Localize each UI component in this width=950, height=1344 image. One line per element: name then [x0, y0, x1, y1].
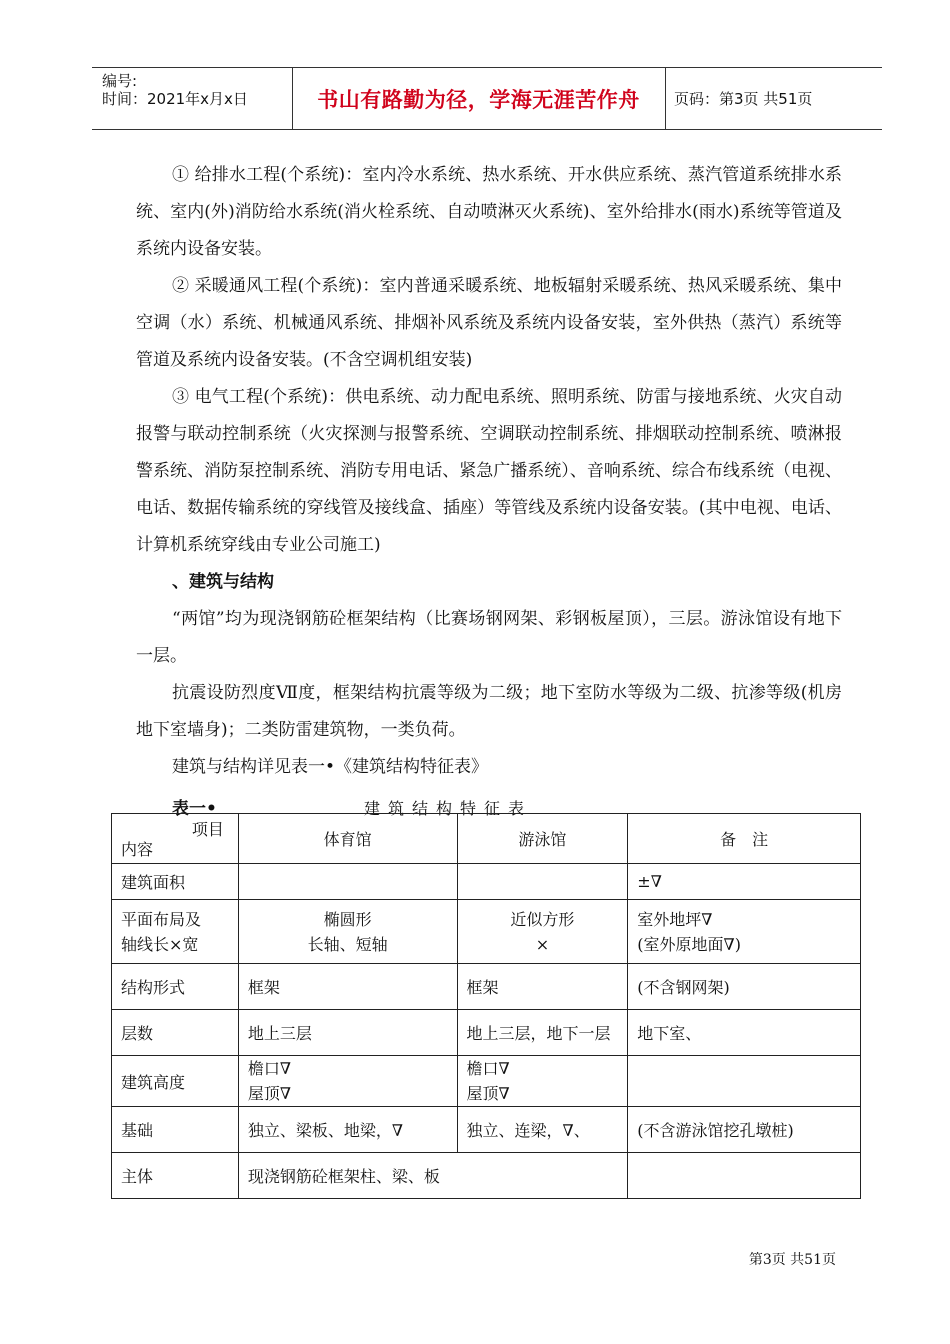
- document-body: [136, 157, 842, 826]
- paragraph-electrical: ③ 电气工程(个系统)：供电系统、动力配电系统、照明系统、防雷与接地系统、火灾自动报警与联动控制系统（火灾探测与报警系统、空调联动控制系统、排烟联动控制系统、喷淋报警系统、消防泵控制系统、消防专用电话、紧急广播系统）、音响系统、综合布线系统（电视、电话、数据传输系统的穿线管及接线盒、插座）等管线及系统内设备安装。(其中电视、电话、计算机系统穿线由专业公司施工): [136, 387, 842, 555]
- cell: [457, 864, 628, 900]
- section-heading: 、建筑与结构: [172, 572, 274, 592]
- header-pool: 游泳馆: [457, 814, 628, 864]
- cell: (不含钢网架): [628, 964, 861, 1010]
- row-label-line: 平面布局及: [121, 909, 202, 929]
- row-label: 结构形式: [112, 964, 239, 1010]
- paragraph-seismic: 抗震设防烈度Ⅶ度，框架结构抗震等级为二级；地下室防水等级为二级、抗渗等级(机房地下室墙身)；二类防雷建筑物，一类负荷。: [136, 683, 842, 740]
- cell: [457, 1056, 628, 1107]
- paragraph-hvac: ② 采暖通风工程(个系统)：室内普通采暖系统、地板辐射采暖系统、热风采暖系统、集中空调（水）系统、机械通风系统、排烟补风系统及系统内设备安装，室外供热（蒸汽）系统等管道及系统内设备安装。(不含空调机组安装): [136, 276, 842, 370]
- table-row: [112, 1010, 861, 1056]
- cell-line: 室外地坪∇: [637, 909, 713, 929]
- cell-line: 檐口∇: [247, 1059, 292, 1078]
- page-header: [92, 67, 882, 130]
- header-page-cell: [666, 68, 882, 129]
- table-row: [112, 1056, 861, 1107]
- header-motto: 书山有路勤为径，学海无涯苦作舟: [317, 87, 640, 112]
- cell-line: 屋顶∇: [247, 1084, 292, 1103]
- table-corner-cell: [112, 814, 239, 864]
- row-label: 层数: [112, 1010, 239, 1056]
- cell: 独立、连梁，∇、: [457, 1107, 628, 1153]
- building-feature-table: [111, 813, 861, 1199]
- header-left-cell: [92, 68, 293, 129]
- cell-line: 长轴、短轴: [307, 934, 388, 954]
- cell: 独立、梁板、地梁，∇: [238, 1107, 457, 1153]
- cell: [238, 864, 457, 900]
- cell: [238, 900, 457, 964]
- row-label: 基础: [112, 1107, 239, 1153]
- row-label: 建筑面积: [112, 864, 239, 900]
- row-label: 建筑高度: [112, 1056, 239, 1107]
- cell: [457, 900, 628, 964]
- table-caption-label: 表一•: [172, 799, 217, 819]
- paragraph-table-ref: 建筑与结构详见表一•《建筑结构特征表》: [172, 757, 489, 777]
- cell: [628, 1056, 861, 1107]
- row-label-line: 轴线长×宽: [121, 934, 199, 954]
- table-caption-title: 建筑结构特征表: [364, 799, 533, 818]
- table-row: [112, 1153, 861, 1199]
- corner-top-label: 项目: [191, 820, 224, 839]
- cell-line: ×: [535, 934, 550, 954]
- cell: (不含游泳馆挖孔墩桩): [628, 1107, 861, 1153]
- row-label: [112, 900, 239, 964]
- table-row: [112, 1107, 861, 1153]
- table-row: [112, 864, 861, 900]
- cell: [238, 1056, 457, 1107]
- page-footer: 第3页 共51页: [748, 1252, 836, 1268]
- paragraph-plumbing: ① 给排水工程(个系统)：室内冷水系统、热水系统、开水供应系统、蒸汽管道系统排水系统、室内(外)消防给水系统(消火栓系统、自动喷淋灭火系统)、室外给排水(雨水)系统等管道及系统内设备安装。: [136, 165, 842, 259]
- header-notes: 备 注: [628, 814, 861, 864]
- cell-line: 椭圆形: [323, 909, 372, 929]
- cell-line: 檐口∇: [466, 1059, 510, 1078]
- cell-line: 屋顶∇: [466, 1084, 510, 1103]
- corner-bottom-label: 内容: [121, 840, 154, 859]
- row-label: 主体: [112, 1153, 239, 1199]
- cell-line: (室外原地面∇): [637, 934, 741, 954]
- cell: 框架: [238, 964, 457, 1010]
- cell: 现浇钢筋砼框架柱、梁、板: [238, 1153, 627, 1199]
- header-motto-cell: [292, 68, 666, 129]
- cell: 地上三层，地下一层: [457, 1010, 628, 1056]
- header-time: 时间：2021年x月x日: [102, 90, 248, 108]
- table-row: [112, 964, 861, 1010]
- cell: 地上三层: [238, 1010, 457, 1056]
- cell: [628, 900, 861, 964]
- cell: [628, 1153, 861, 1199]
- cell: ±∇: [628, 864, 861, 900]
- table-row: [112, 900, 861, 964]
- cell: 框架: [457, 964, 628, 1010]
- header-gym: 体育馆: [238, 814, 457, 864]
- table-header-row: [112, 814, 861, 864]
- header-code: 编号:: [102, 72, 138, 90]
- cell-line: 近似方形: [510, 909, 575, 929]
- header-page-number: 页码：第3页 共51页: [674, 90, 813, 108]
- paragraph-structure: “两馆”均为现浇钢筋砼框架结构（比赛场钢网架、彩钢板屋顶），三层。游泳馆设有地下一层。: [136, 609, 842, 666]
- cell: 地下室、: [628, 1010, 861, 1056]
